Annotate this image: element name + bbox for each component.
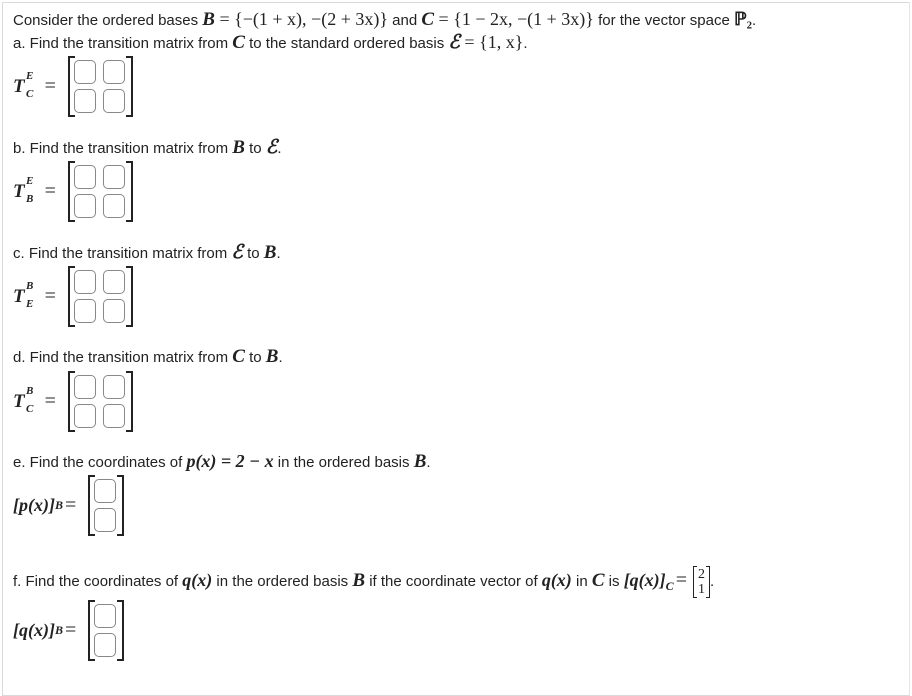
part-f-given: [q(x)]: [623, 569, 666, 590]
part-f-sym: B: [352, 569, 366, 591]
t-symbol: T: [13, 75, 25, 97]
lhs-sub: B: [54, 498, 63, 512]
part-c-prompt: [13, 241, 281, 264]
basis-b-symbol: B: [202, 9, 215, 30]
matrix-b-cell-21[interactable]: [74, 194, 96, 218]
matrix-c-cell-12[interactable]: [103, 270, 125, 294]
matrix-d-cell-21[interactable]: [74, 404, 96, 428]
equals-sign: =: [65, 494, 77, 516]
part-b-lhs: [13, 174, 62, 205]
part-d-answer: [13, 371, 133, 432]
equals-sign: =: [675, 568, 687, 591]
intro-text: Consider the ordered bases: [13, 12, 203, 29]
vector-e-cell-1[interactable]: [94, 479, 116, 503]
equals-sign: =: [44, 285, 56, 307]
vector-f: [88, 600, 124, 661]
matrix-c-cell-22[interactable]: [103, 299, 125, 323]
part-f-expr1: q(x): [182, 569, 213, 590]
lhs-sub: B: [54, 623, 63, 637]
matrix-a: [68, 56, 133, 117]
sup: E: [26, 174, 34, 187]
part-a-def: = {1, x}: [459, 32, 524, 52]
matrix-c-cell-21[interactable]: [74, 299, 96, 323]
part-f-lhs: [13, 619, 82, 642]
vector-f-cell-2[interactable]: [94, 633, 116, 657]
part-f-prompt: [13, 566, 714, 598]
intro-period: .: [752, 12, 757, 29]
part-f-mid3: in: [571, 572, 592, 590]
part-d-lhs: [13, 384, 62, 415]
matrix-b-cell-12[interactable]: [103, 165, 125, 189]
vector-f-cell-1[interactable]: [94, 604, 116, 628]
part-f-sym2: C: [591, 569, 605, 591]
part-b-text: b. Find the transition matrix from: [13, 140, 233, 157]
equals-sign: =: [44, 75, 56, 97]
part-e-expr: p(x) = 2 − x: [186, 451, 274, 471]
part-a-sym2: ℰ: [448, 32, 460, 53]
part-d-text: d. Find the transition matrix from: [13, 349, 233, 366]
part-a-prompt: [13, 31, 528, 54]
part-b-mid: to: [244, 140, 266, 157]
equals-sign: =: [65, 619, 77, 641]
part-f-expr2: q(x): [541, 569, 572, 590]
basis-c-symbol: C: [421, 9, 435, 30]
part-f-mid1: in the ordered basis: [212, 572, 353, 590]
part-a-text: a. Find the transition matrix from: [13, 35, 233, 52]
part-e-sym: B: [413, 451, 427, 472]
part-c-sym1: ℰ: [231, 242, 243, 263]
part-f-text: f. Find the coordinates of: [13, 572, 183, 590]
sup: B: [26, 384, 34, 397]
part-f-mid4: is: [604, 572, 624, 590]
part-c-lhs: [13, 279, 62, 310]
lhs-expr: [p(x)]: [13, 495, 55, 515]
part-d-prompt: [13, 346, 283, 368]
equals-sign: =: [44, 390, 56, 412]
intro-text-2: for the vector space: [593, 12, 734, 29]
part-a-lhs: [13, 69, 62, 100]
matrix-a-cell-21[interactable]: [74, 89, 96, 113]
matrix-d-cell-12[interactable]: [103, 375, 125, 399]
vector-e-cell-2[interactable]: [94, 508, 116, 532]
part-e-text: e. Find the coordinates of: [13, 454, 187, 471]
part-b-sym2: ℰ: [265, 137, 278, 158]
part-f-given-sub: C: [665, 578, 674, 593]
part-a-sym1: C: [232, 32, 245, 53]
matrix-d-cell-11[interactable]: [74, 375, 96, 399]
vector-space-symbol: ℙ₂: [734, 9, 753, 29]
matrix-c-cell-11[interactable]: [74, 270, 96, 294]
matrix-d-cell-22[interactable]: [103, 404, 125, 428]
part-f-answer: [13, 600, 124, 661]
matrix-b: [68, 161, 133, 222]
given-vector-entry-2: 1: [697, 582, 705, 597]
sub: E: [26, 297, 34, 310]
sup: E: [26, 69, 34, 82]
t-symbol: T: [13, 180, 25, 202]
part-e-mid: in the ordered basis: [273, 454, 414, 471]
intro-and: and: [387, 12, 422, 29]
vector-e: [88, 475, 124, 536]
part-b-end: .: [277, 140, 282, 157]
part-d-mid: to: [244, 349, 266, 366]
matrix-a-cell-11[interactable]: [74, 60, 96, 84]
part-a-answer: [13, 56, 133, 117]
matrix-a-cell-22[interactable]: [103, 89, 125, 113]
part-d-end: .: [278, 349, 283, 366]
sub: B: [26, 192, 34, 205]
matrix-c: [68, 266, 133, 327]
t-symbol: T: [13, 390, 25, 412]
basis-b-def: = {−(1 + x), −(2 + 3x)}: [214, 9, 388, 29]
part-f-mid2: if the coordinate vector of: [365, 572, 542, 590]
part-c-text: c. Find the transition matrix from: [13, 245, 232, 262]
part-c-end: .: [276, 245, 281, 262]
part-e-lhs: [13, 494, 82, 517]
part-b-answer: [13, 161, 133, 222]
part-e-prompt: [13, 451, 431, 473]
part-c-sym2: B: [263, 242, 277, 263]
sub: C: [26, 402, 34, 415]
part-e-answer: [13, 475, 124, 536]
t-symbol: T: [13, 285, 25, 307]
part-a-mid: to the standard ordered basis: [244, 35, 449, 52]
part-a-end: .: [523, 35, 528, 52]
part-d-sym2: B: [265, 346, 279, 367]
matrix-a-cell-12[interactable]: [103, 60, 125, 84]
part-f-end: .: [709, 572, 715, 590]
matrix-d: [68, 371, 133, 432]
given-vector-entry-1: 2: [697, 567, 705, 582]
part-b-prompt: [13, 136, 281, 159]
given-vector: [693, 566, 710, 598]
matrix-b-cell-11[interactable]: [74, 165, 96, 189]
sup: B: [26, 279, 34, 292]
equals-sign: =: [44, 180, 56, 202]
part-c-mid: to: [242, 245, 264, 262]
basis-c-def: = {1 − 2x, −(1 + 3x)}: [434, 9, 594, 29]
intro-line: [13, 9, 756, 31]
part-e-end: .: [426, 454, 431, 471]
part-d-sym1: C: [232, 346, 245, 367]
matrix-b-cell-22[interactable]: [103, 194, 125, 218]
sub: C: [26, 87, 34, 100]
part-b-sym1: B: [232, 137, 245, 158]
lhs-expr: [q(x)]: [13, 620, 55, 640]
part-c-answer: [13, 266, 133, 327]
